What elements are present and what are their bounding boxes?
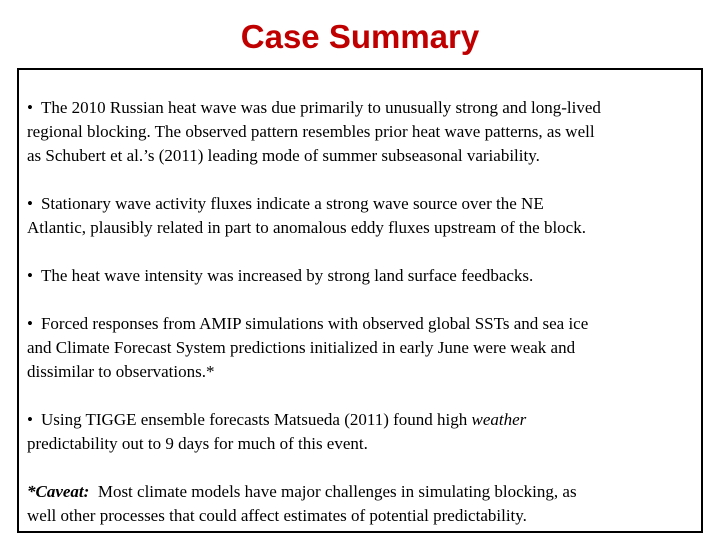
- summary-box: [17, 68, 703, 533]
- point-line: Atlantic, plausibly related in part to anomalous eddy fluxes upstream of the block.: [27, 218, 586, 237]
- summary-point-3: [27, 264, 701, 288]
- point-line: and Climate Forecast System predictions initialized in early June were weak and: [27, 338, 576, 357]
- point-line: dissimilar to observations.*: [27, 362, 215, 381]
- caveat-label: *Caveat:: [27, 482, 90, 501]
- point-line: *Caveat: Most climate models have major challenges in simulating blocking, as: [27, 482, 577, 501]
- summary-point-1: [27, 96, 701, 168]
- point-line: regional blocking. The observed pattern resembles prior heat wave patterns, as well: [27, 122, 595, 141]
- point-line: well other processes that could affect estimates of potential predictability.: [27, 506, 527, 525]
- slide-title: Case Summary: [240, 18, 480, 55]
- summary-point-4: [27, 312, 701, 384]
- point-line: predictability out to 9 days for much of this event.: [27, 434, 368, 453]
- caveat-note: [27, 480, 701, 528]
- bullet-icon: •: [27, 194, 33, 213]
- summary-point-2: [27, 192, 701, 240]
- point-line: • Stationary wave activity fluxes indicate a strong wave source over the NE: [27, 192, 701, 216]
- emphasis-weather: weather: [471, 410, 527, 429]
- bullet-icon: •: [27, 314, 33, 333]
- point-line: • The heat wave intensity was increased by strong land surface feedbacks.: [27, 264, 701, 288]
- bullet-icon: •: [27, 98, 33, 117]
- bullet-icon: •: [27, 410, 33, 429]
- point-line: • The 2010 Russian heat wave was due primarily to unusually strong and long-lived: [27, 96, 701, 120]
- point-line: as Schubert et al.’s (2011) leading mode of summer subseasonal variability.: [27, 146, 540, 165]
- summary-point-5: [27, 408, 701, 456]
- bullet-icon: •: [27, 266, 33, 285]
- point-line: • Forced responses from AMIP simulations with observed global SSTs and sea ice: [27, 312, 701, 336]
- point-line: • Using TIGGE ensemble forecasts Matsueda (2011) found high weather: [27, 408, 701, 432]
